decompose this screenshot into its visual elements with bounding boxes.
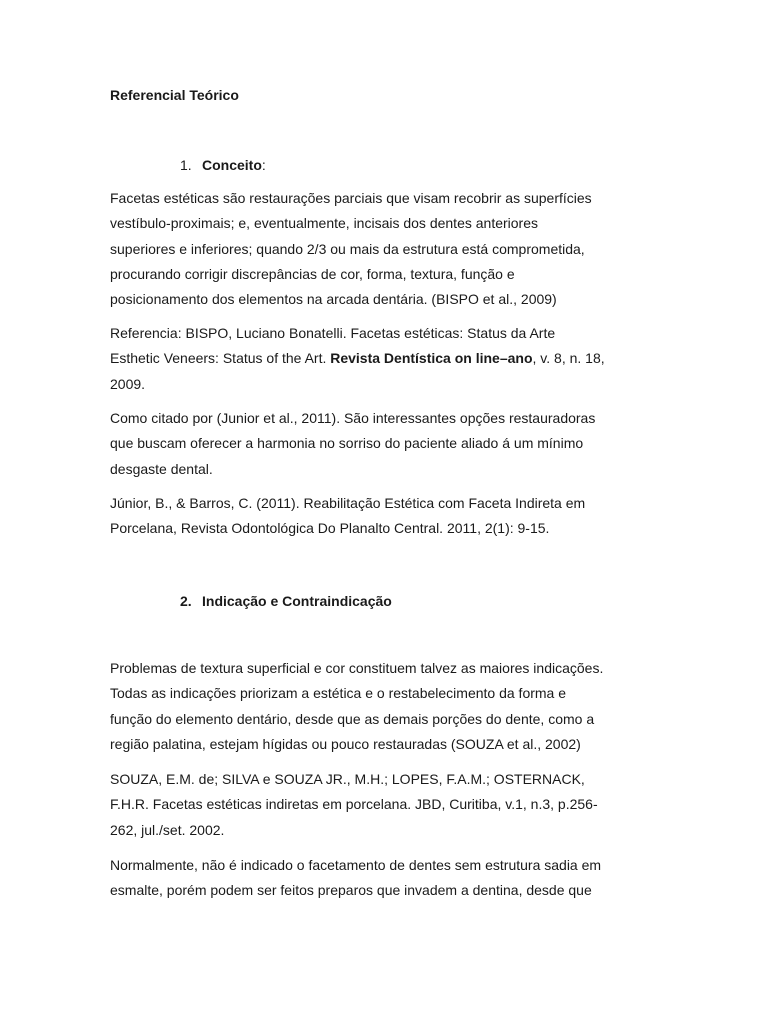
text-line: Normalmente, não é indicado o facetamento de dentes sem estrutura sadia em [110, 857, 602, 873]
section-number: 1. [180, 157, 192, 173]
text-line: Todas as indicações priorizam a estética e o restabelecimento da forma e [110, 685, 567, 702]
text-line: Porcelana, Revista Odontológica Do Planalto Central. 2011, 2(1): 9-15. [110, 520, 550, 537]
reference-souza [110, 767, 660, 843]
text-line: SOUZA, E.M. de; SILVA e SOUZA JR., M.H.; LOPES, F.A.M.; OSTERNACK, [110, 771, 585, 787]
reference-text: Esthetic Veneers: Status of the Art. [110, 350, 331, 367]
text-line: que buscam oferecer a harmonia no sorriso do paciente aliado á um mínimo [110, 435, 584, 452]
paragraph-contraindicacao [110, 853, 660, 904]
reference-junior [110, 491, 660, 542]
text-line: vestíbulo-proximais; e, eventualmente, incisais dos dentes anteriores [110, 215, 538, 232]
section-heading-indicacao [180, 592, 392, 610]
document-page [110, 0, 660, 1024]
text-line: esmalte, porém podem ser feitos preparos que invadem a dentina, desde que [110, 882, 592, 899]
text-line: Problemas de textura superficial e cor constituem talvez as maiores indicações. [110, 660, 604, 676]
document-title: Referencial Teórico [110, 87, 239, 103]
text-line [110, 346, 660, 371]
text-line: superiores e inferiores; quando 2/3 ou mais da estrutura está comprometida, [110, 240, 585, 257]
text-line: 262, jul./set. 2002. [110, 821, 225, 838]
text-line: posicionamento dos elementos na arcada dentária. (BISPO et al., 2009) [110, 291, 557, 308]
text-line: Júnior, B., & Barros, C. (2011). Reabilitação Estética com Faceta Indireta em [110, 495, 586, 511]
paragraph-definicao [110, 186, 660, 312]
text-line: F.H.R. Facetas estéticas indiretas em porcelana. JBD, Curitiba, v.1, n.3, p.256- [110, 796, 598, 813]
reference-text: , v. 8, n. 18, [532, 350, 605, 367]
journal-name: Revista Dentística on line–ano [330, 350, 533, 367]
text-line: região palatina, estejam hígidas ou pouco restauradas (SOUZA et al., 2002) [110, 735, 581, 752]
text-line: Como citado por (Junior et al., 2011). São interessantes opções restauradoras [110, 410, 596, 426]
text-line: 2009. [110, 375, 146, 392]
section-heading-conceito [180, 156, 266, 174]
section-title-suffix: : [261, 157, 266, 173]
text-line: Referencia: BISPO, Luciano Bonatelli. Facetas estéticas: Status da Arte [110, 325, 556, 341]
section-title: Indicação e Contraindicação [202, 593, 392, 609]
paragraph-indicacoes [110, 656, 660, 757]
text-line: função do elemento dentário, desde que as demais porções do dente, como a [110, 710, 595, 727]
section-title: Conceito [202, 157, 262, 173]
reference-bispo [110, 321, 660, 397]
text-line: Facetas estéticas são restaurações parciais que visam recobrir as superfícies [110, 190, 592, 206]
text-line: desgaste dental. [110, 460, 213, 477]
text-line: procurando corrigir discrepâncias de cor, forma, textura, função e [110, 265, 515, 282]
section-number: 2. [180, 593, 192, 609]
paragraph-citacao [110, 406, 660, 482]
